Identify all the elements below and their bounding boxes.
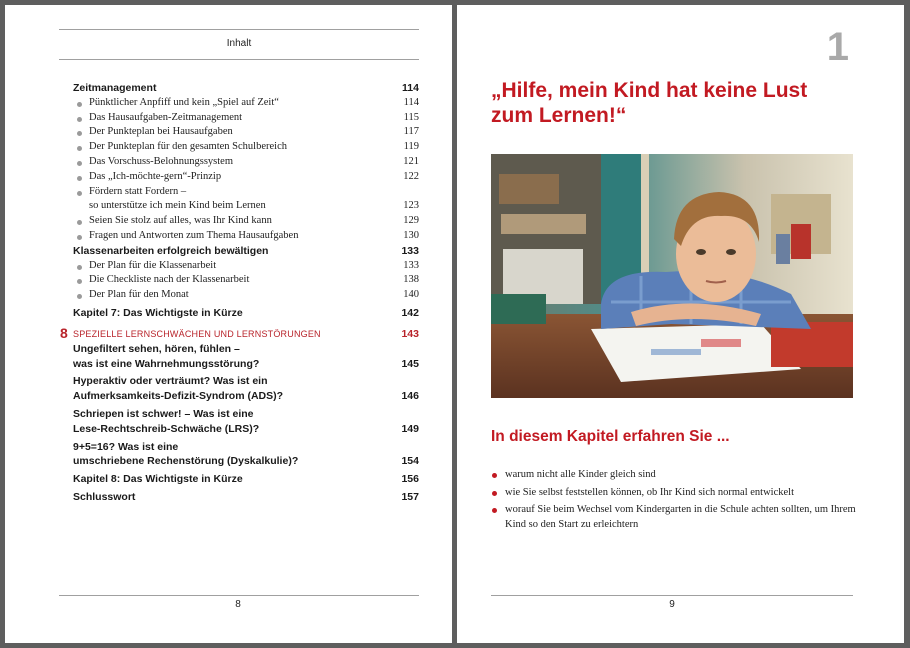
toc-entry[interactable] [73,306,419,321]
bullet-icon [492,473,497,478]
toc-entry[interactable] [73,454,419,469]
toc-entry-title: Kapitel 7: Das Wichtigste in Kürze [73,306,243,319]
section-subheading: In diesem Kapitel erfahren Sie ... [491,428,730,445]
toc-entry[interactable] [73,125,419,140]
toc-entry-title: Die Checkliste nach der Klassenarbeit [89,274,250,286]
page-number: 9 [669,599,675,610]
toc-entry[interactable] [73,155,419,170]
toc-entry-title: Fördern statt Fordern – [89,185,187,197]
toc-entry[interactable] [73,199,419,214]
bullet-text: wie Sie selbst feststellen können, ob Ihr Kind sich normal entwickelt [505,486,794,498]
toc-entry-page: 133 [401,244,419,257]
bullet-icon [77,235,82,240]
toc-entry-title: Lese-Rechtschreib-Schwäche (LRS)? [73,422,260,435]
toc-entry[interactable] [73,111,419,126]
bullet-icon [492,491,497,496]
toc-entry-page: 123 [403,200,419,212]
toc-entry[interactable] [73,214,419,229]
bullet-icon [77,220,82,225]
toc-entry-title: Hyperaktiv oder verträumt? Was ist ein [73,375,268,388]
bullet-icon [77,131,82,136]
toc-entry-page: 138 [403,274,419,286]
toc-entry[interactable] [73,259,419,274]
toc-entry-title: 9+5=16? Was ist eine [73,440,179,453]
toc-entry[interactable] [73,185,419,200]
toc-entry-title: Der Punkteplan bei Hausaufgaben [89,126,233,138]
toc-entry-title: Das Hausaufgaben-Zeitmanagement [89,111,243,123]
toc-entry-title: Das „Ich-möchte-gern“-Prinzip [89,170,222,182]
toc-entry-title: Ungefiltert sehen, hören, fühlen – [73,342,240,355]
toc-entry-page: 157 [401,490,419,503]
chapter-title-line-1: „Hilfe, mein Kind hat keine Lust [491,79,808,102]
bullet-icon [77,146,82,151]
bullet-icon [492,508,497,513]
bullet-icon [77,191,82,196]
toc-entry[interactable] [73,342,419,357]
toc-entry-title: Der Plan für die Klassenarbeit [89,259,217,271]
running-header: Inhalt [226,38,252,49]
toc-entry[interactable] [73,288,419,303]
toc-entry-title: SPEZIELLE LERNSCHWÄCHEN UND LERNSTÖRUNGEN [73,328,321,339]
toc-entry-page: 145 [401,357,419,370]
toc-entry-page: 143 [401,327,419,340]
bullet-icon [77,161,82,166]
bullet-item [491,468,861,483]
toc-entry[interactable] [73,96,419,111]
bullet-icon [77,117,82,122]
toc-entry-title: Das Vorschuss-Belohnungssystem [89,155,233,167]
toc-entry-page: 114 [403,96,419,108]
toc-entry-title: Aufmerksamkeits-Defizit-Syndrom (ADS)? [73,390,284,403]
toc-entry[interactable] [73,440,419,455]
toc-entry-title: so unterstütze ich mein Kind beim Lernen [89,200,266,212]
bullet-icon [77,176,82,181]
chapter-title-line-2: zum Lernen!“ [491,104,627,127]
bullet-icon [77,279,82,284]
toc-entry-title: umschriebene Rechenstörung (Dyskalkulie)? [73,455,299,468]
toc-entry-page: 129 [403,215,419,227]
toc-entry[interactable] [73,170,419,185]
toc-entry[interactable] [73,407,419,422]
toc-entry[interactable] [73,229,419,244]
toc-entry-page: 119 [403,141,419,153]
footer-rule [59,595,419,596]
footer-rule [491,595,853,596]
toc-entry[interactable] [73,244,419,259]
toc-entry[interactable] [73,140,419,155]
toc-entry-page: 114 [402,82,419,94]
toc-entry[interactable] [60,324,419,342]
toc-entry-title: Der Punkteplan für den gesamten Schulbereich [89,141,287,153]
toc-entry-page: 142 [401,306,419,319]
table-of-contents [60,81,419,505]
bullet-list [491,468,861,535]
chapter-number: 1 [826,25,849,69]
right-page [457,5,904,643]
toc-entry-title: was ist eine Wahrnehmungsstörung? [73,357,260,370]
toc-entry-title: Zeitmanagement [73,82,157,94]
toc-entry-title: Kapitel 8: Das Wichtigste in Kürze [73,473,243,486]
toc-entry-page: 130 [403,229,419,241]
boy-at-desk-photo [491,154,853,398]
bullet-icon [77,102,82,107]
chapter-number: 8 [60,324,68,341]
header-rule [59,29,419,30]
header-rule-bottom [59,59,419,60]
toc-entry-title: Seien Sie stolz auf alles, was Ihr Kind kann [89,215,272,227]
toc-entry-title: Pünktlicher Anpfiff und kein „Spiel auf Zeit“ [89,96,279,108]
toc-entry-title: Schriepen ist schwer! – Was ist eine [73,407,254,420]
toc-entry[interactable] [73,472,419,487]
toc-entry-page: 133 [403,259,419,271]
bullet-text: warum nicht alle Kinder gleich sind [505,469,656,480]
toc-entry-page: 122 [403,170,419,182]
toc-entry-page: 156 [401,473,419,486]
toc-entry[interactable] [73,81,419,96]
toc-entry[interactable] [73,490,419,505]
toc-entry-page: 117 [403,126,419,138]
toc-entry-title: Schlusswort [73,490,136,503]
toc-entry-page: 146 [401,390,419,403]
bullet-text: worauf Sie beim Wechsel vom Kindergarten in die Schule achten sollten, um Ihrem Kind so den Start zu erleichtern [505,504,856,530]
toc-entry-title: Der Plan für den Monat [89,289,189,301]
toc-entry-page: 149 [401,422,419,435]
toc-entry-title: Klassenarbeiten erfolgreich bewältigen [73,244,269,257]
toc-entry[interactable] [73,357,419,372]
bullet-icon [77,294,82,299]
chapter-title [491,78,851,128]
bullet-item [491,486,861,501]
bullet-icon [77,265,82,270]
page-number: 8 [235,599,241,610]
toc-entry-page: 140 [403,289,419,301]
bullet-item [491,503,861,532]
toc-entry-title: Fragen und Antworten zum Thema Hausaufgaben [89,229,299,241]
photo-illustration [491,154,853,398]
toc-entry[interactable] [73,389,419,404]
toc-entry-page: 154 [401,455,419,468]
left-page [5,5,452,643]
toc-entry[interactable] [73,273,419,288]
toc-entry[interactable] [73,422,419,437]
toc-entry[interactable] [73,374,419,389]
toc-entry-page: 115 [403,111,419,123]
toc-entry-page: 121 [403,155,419,167]
